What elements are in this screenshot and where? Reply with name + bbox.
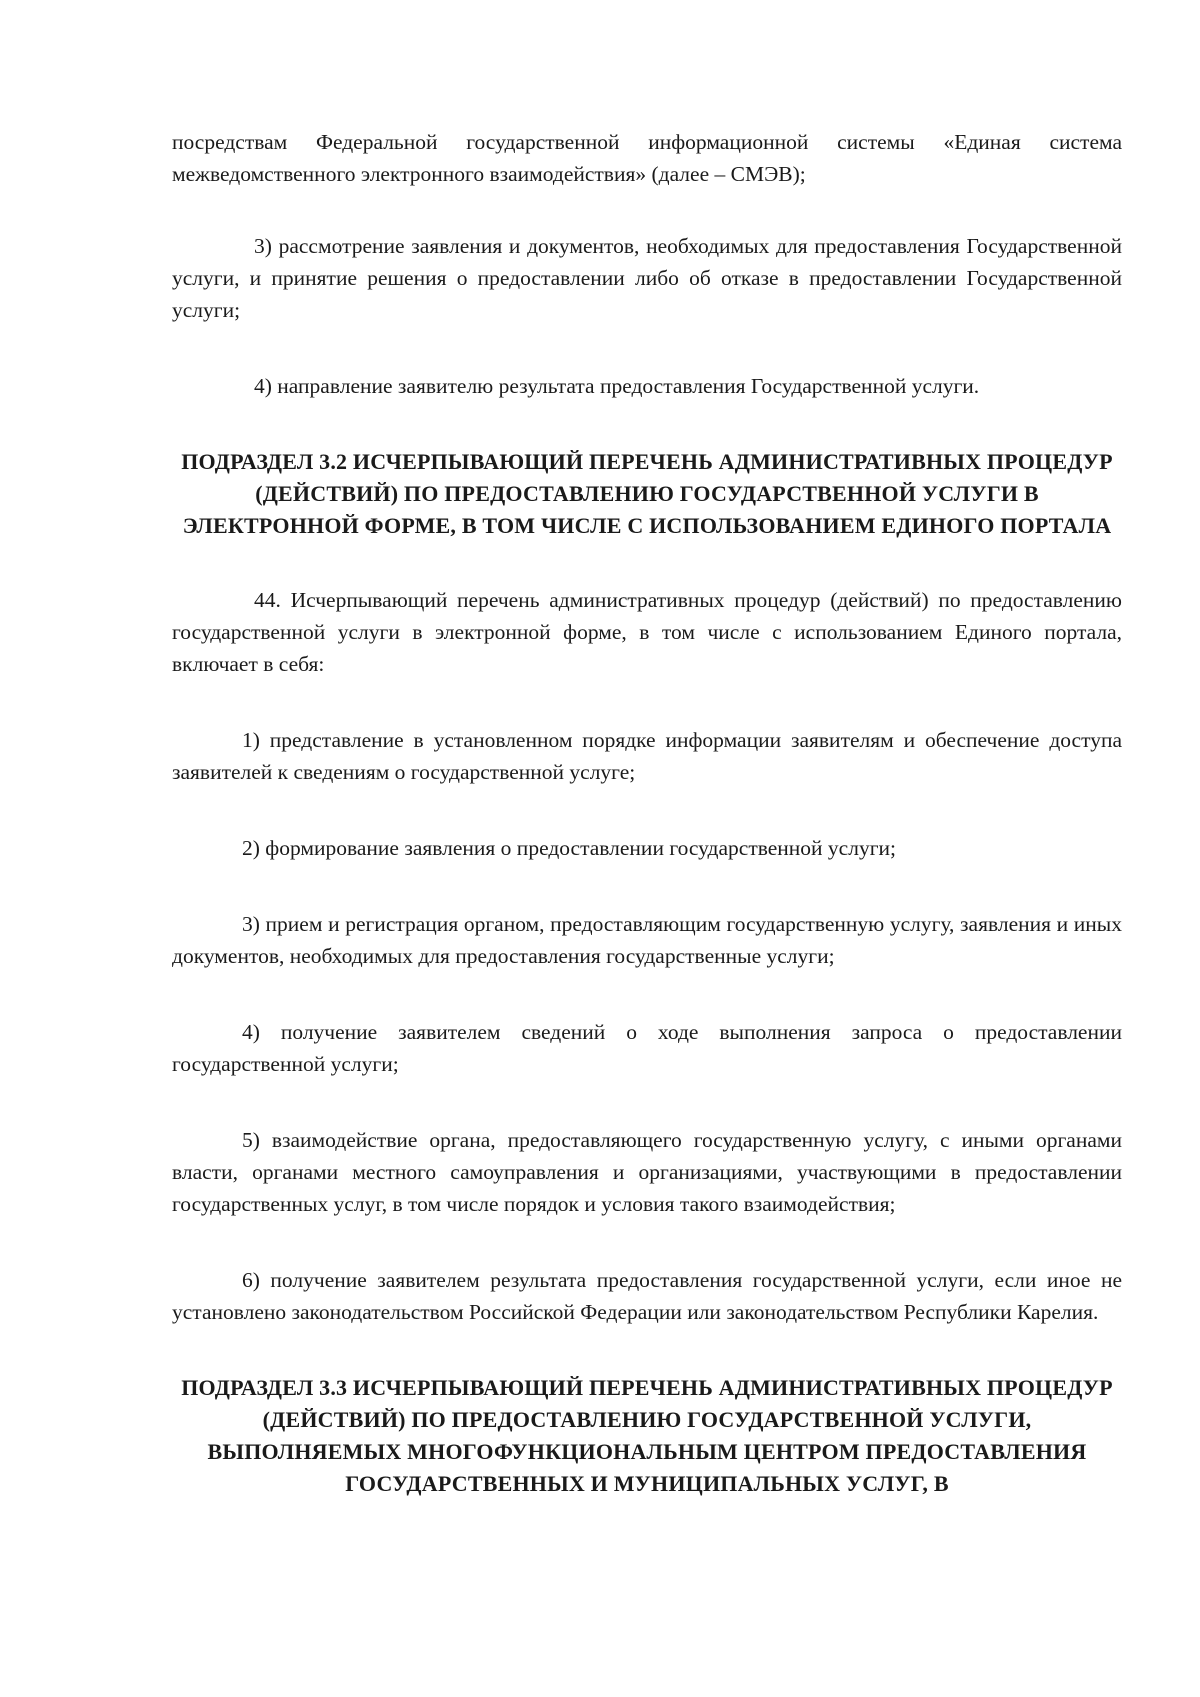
section-heading-3-3: ПОДРАЗДЕЛ 3.3 ИСЧЕРПЫВАЮЩИЙ ПЕРЕЧЕНЬ АДМИНИСТРАТИВНЫХ ПРОЦЕДУР (ДЕЙСТВИЙ) ПО ПРЕДОСТАВЛЕНИЮ ГОСУДАРСТВЕННОЙ УСЛУГИ, ВЫПОЛНЯЕМЫХ МНОГОФУНКЦИОНАЛЬНЫМ ЦЕНТРОМ ПРЕДОСТАВЛЕНИЯ ГОСУДАРСТВЕННЫХ И МУНИЦИПАЛЬНЫХ УСЛУГ, В [181, 1375, 1113, 1496]
paragraph-44: 44. Исчерпывающий перечень административных процедур (действий) по предоставлению государственной услуги в электронной форме, в том числе с использованием Единого портала, включает в себя: [172, 588, 1122, 676]
list-item-4-result: 4) направление заявителю результата предоставления Государственной услуги. [254, 374, 980, 398]
paragraph-intro: посредствам Федеральной государственной информационной системы «Единая система межведомственного электронного взаимодействия» (далее – СМЭВ); [172, 130, 1122, 186]
list-item-2: 2) формирование заявления о предоставлении государственной услуги; [242, 836, 896, 860]
list-item-4-status: 4) получение заявителем сведений о ходе выполнения запроса о предоставлении государственной услуги; [172, 1020, 1122, 1076]
list-item-3-registration: 3) прием и регистрация органом, предоставляющим государственную услугу, заявления и иных документов, необходимых для предоставления государственные услуги; [172, 912, 1122, 968]
document-body [172, 126, 1122, 1500]
list-item-5: 5) взаимодействие органа, предоставляющего государственную услугу, с иными органами власти, органами местного самоуправления и организациями, участвующими в предоставлении государственных услуг, в том числе порядок и условия такого взаимодействия; [172, 1128, 1122, 1216]
list-item-1: 1) представление в установленном порядке информации заявителям и обеспечение доступа заявителей к сведениям о государственной услуге; [172, 728, 1122, 784]
list-item-6: 6) получение заявителем результата предоставления государственной услуги, если иное не установлено законодательством Российской Федерации или законодательством Республики Карелия. [172, 1268, 1122, 1324]
section-heading-3-2: ПОДРАЗДЕЛ 3.2 ИСЧЕРПЫВАЮЩИЙ ПЕРЕЧЕНЬ АДМИНИСТРАТИВНЫХ ПРОЦЕДУР (ДЕЙСТВИЙ) ПО ПРЕДОСТАВЛЕНИЮ ГОСУДАРСТВЕННОЙ УСЛУГИ В ЭЛЕКТРОННОЙ ФОРМЕ, В ТОМ ЧИСЛЕ С ИСПОЛЬЗОВАНИЕМ ЕДИНОГО ПОРТАЛА [181, 449, 1113, 538]
list-item-3-review: 3) рассмотрение заявления и документов, необходимых для предоставления Государственной услуги, и принятие решения о предоставлении либо об отказе в предоставлении Государственной услуги; [172, 234, 1122, 322]
